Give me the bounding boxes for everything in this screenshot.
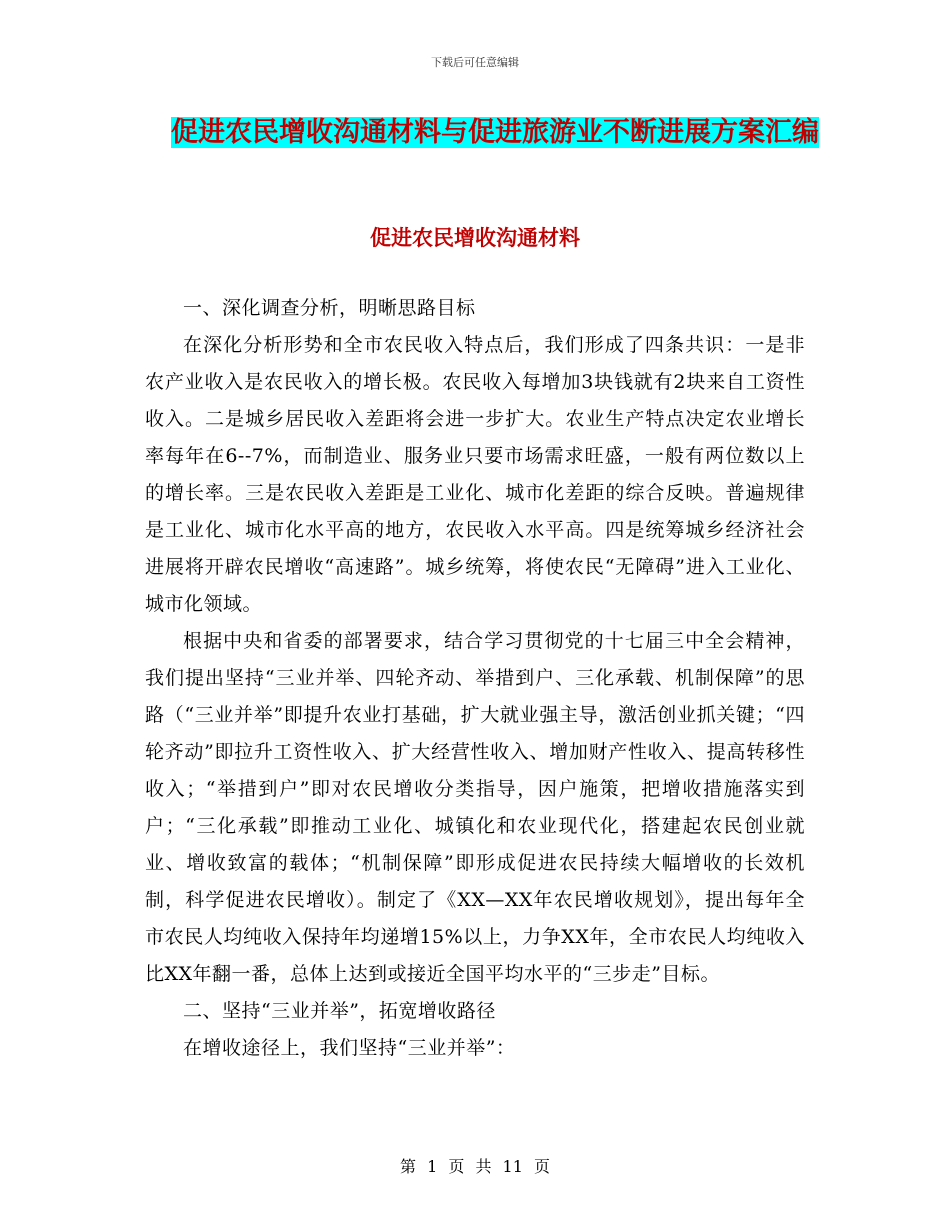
paragraph-consensus: 在深化分析形势和全市农民收入特点后，我们形成了四条共识：一是非农产业收入是农民收入的增长极。农民收入每增加3块钱就有2块来自工资性收入。二是城乡居民收入差距将会进一步扩大。农业生产特点决定农业增长率每年在6--7%，而制造业、服务业只要市场需求旺盛，一般有两位数以上的增长率。三是农民收入差距是工业化、城市化差距的综合反映。普遍规律是工业化、城市化水平高的地方，农民收入水平高。四是统筹城乡经济社会进展将开辟农民增收“高速路”。城乡统筹，将使农民“无障碍”进入工业化、城市化领域。 bbox=[145, 334, 805, 615]
document-title bbox=[150, 110, 840, 156]
paragraph-strategy: 根据中央和省委的部署要求，结合学习贯彻党的十七届三中全会精神，我们提出坚持“三业并举、四轮齐动、举措到户、三化承载、机制保障”的思路（“三业并举”即提升农业打基础，扩大就业强主导，激活创业抓关键；“四轮齐动”即拉升工资性收入、扩大经营性收入、增加财产性收入、提高转移性收入；“举措到户”即对农民增收分类指导，因户施策，把增收措施落实到户；“三化承载”即推动工业化、城镇化和农业现代化，搭建起农民创业就业、增收致富的载体；“机制保障”即形成促进农民持续大幅增收的长效机制，科学促进农民增收）。制定了《XX—XX年农民增收规划》，提出每年全市农民人均纯收入保持年均递增15%以上，力争XX年，全市农民人均纯收入比XX年翻一番，总体上达到或接近全国平均水平的“三步走”目标。 bbox=[145, 630, 805, 985]
paragraph-approach: 在增收途径上，我们坚持“三业并举”： bbox=[183, 1037, 516, 1059]
heading-one: 一、深化调查分析，明晰思路目标 bbox=[183, 297, 476, 319]
document-title-text: 促进农民增收沟通材料与促进旅游业不断进展方案汇编 bbox=[171, 117, 819, 148]
heading-two: 二、坚持“三业并举”，拓宽增收路径 bbox=[183, 1000, 496, 1022]
section-title: 促进农民增收沟通材料 bbox=[370, 226, 580, 250]
document-body bbox=[145, 290, 805, 1067]
page-footer: 第 1 页 共 11 页 bbox=[400, 1157, 550, 1176]
header-note: 下载后可任意编辑 bbox=[431, 56, 519, 69]
